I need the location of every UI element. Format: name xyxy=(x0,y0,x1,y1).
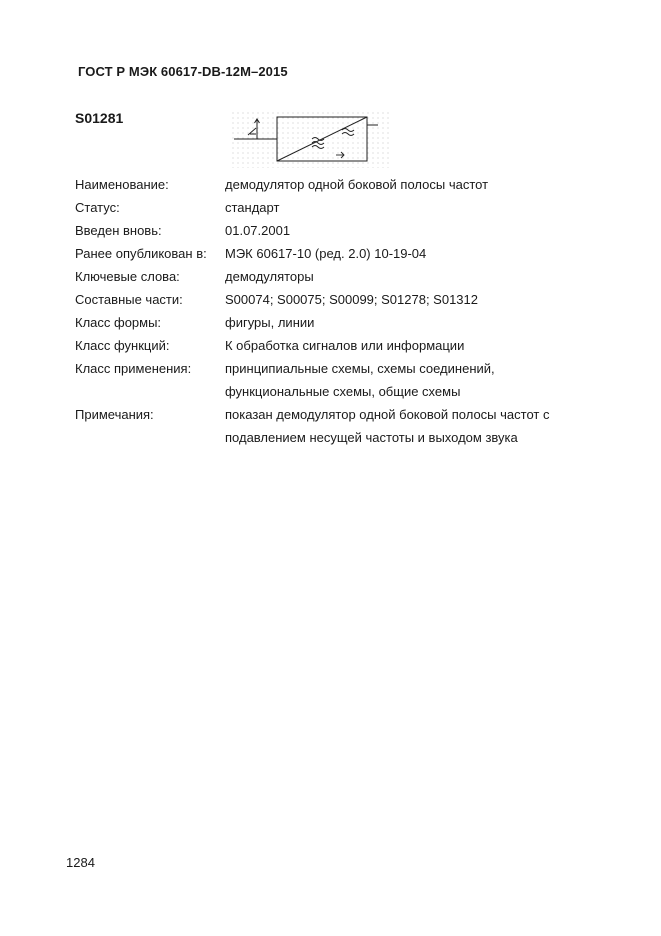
field-value xyxy=(225,403,575,449)
document-header: ГОСТ Р МЭК 60617-DB-12M–2015 xyxy=(78,64,288,79)
field-label: Наименование: xyxy=(75,177,169,192)
field-value xyxy=(225,265,575,288)
field-value-line: S00074; S00075; S00099; S01278; S01312 xyxy=(225,292,478,307)
field-value xyxy=(225,311,575,334)
field-function-class xyxy=(75,334,575,357)
field-components xyxy=(75,288,575,311)
field-value-line: МЭК 60617-10 (ред. 2.0) 10-19-04 xyxy=(225,246,427,261)
field-notes xyxy=(75,403,575,449)
field-value xyxy=(225,357,575,403)
field-introduced xyxy=(75,219,575,242)
field-value xyxy=(225,334,575,357)
field-previously-published xyxy=(75,242,575,265)
field-label: Класс применения: xyxy=(75,361,192,376)
field-value-line: фигуры, линии xyxy=(225,315,315,330)
field-label: Примечания: xyxy=(75,407,154,422)
field-label: Класс формы: xyxy=(75,315,162,330)
field-value xyxy=(225,219,575,242)
field-value-line: подавлением несущей частоты и выходом звука xyxy=(225,430,518,445)
field-label: Ранее опубликован в: xyxy=(75,246,207,261)
field-value-line: демодуляторы xyxy=(225,269,314,284)
field-keywords xyxy=(75,265,575,288)
field-value xyxy=(225,173,575,196)
field-status xyxy=(75,196,575,219)
page-number: 1284 xyxy=(66,855,95,870)
field-value xyxy=(225,242,575,265)
field-label: Составные части: xyxy=(75,292,183,307)
demodulator-symbol-icon xyxy=(232,112,390,168)
field-value xyxy=(225,288,575,311)
symbol-code: S01281 xyxy=(75,110,124,126)
attribute-table xyxy=(75,173,575,449)
field-value-line: функциональные схемы, общие схемы xyxy=(225,384,461,399)
field-name xyxy=(75,173,575,196)
field-shape-class xyxy=(75,311,575,334)
field-value-line: показан демодулятор одной боковой полосы частот с xyxy=(225,407,550,422)
field-application-class xyxy=(75,357,575,403)
field-value-line: стандарт xyxy=(225,200,280,215)
field-label: Введен вновь: xyxy=(75,223,162,238)
field-label: Статус: xyxy=(75,200,120,215)
field-label: Ключевые слова: xyxy=(75,269,180,284)
field-value-line: К обработка сигналов или информации xyxy=(225,338,465,353)
field-label: Класс функций: xyxy=(75,338,170,353)
field-value-line: 01.07.2001 xyxy=(225,223,291,238)
field-value-line: демодулятор одной боковой полосы частот xyxy=(225,177,489,192)
field-value xyxy=(225,196,575,219)
field-value-line: принципиальные схемы, схемы соединений, xyxy=(225,361,495,376)
